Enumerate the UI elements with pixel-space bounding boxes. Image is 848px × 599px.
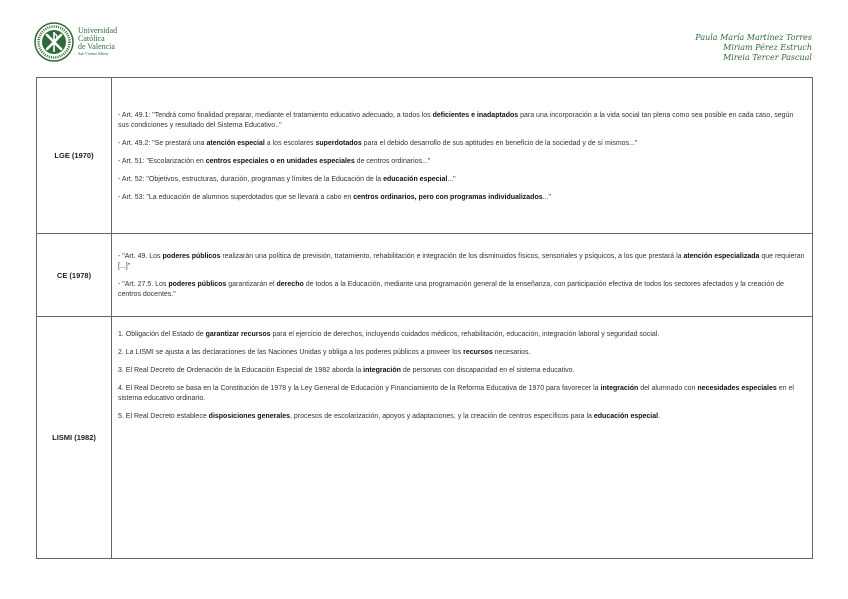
article-item [118, 252, 806, 272]
body-text: ..." [447, 175, 456, 183]
row-content [112, 317, 813, 559]
emphasis-text: educación especial [593, 413, 659, 420]
emphasis-text: necesidades especiales [697, 385, 777, 392]
article-item [118, 175, 806, 185]
body-text: - Art. 53: "La educación de alumnos superdotados que se llevará a cabo en [118, 193, 354, 201]
body-text: garantizarán el [226, 281, 277, 288]
author-list [695, 33, 812, 63]
logo-line-3: de Valencia [78, 42, 115, 51]
author-name: Miriam Pérez Estruch [723, 43, 812, 52]
emphasis-text: garantizar recursos [205, 331, 271, 338]
body-text: - Art. 49.1: "Tendrá como finalidad preparar, mediante el tratamiento educativo adecuado, a todos los [118, 111, 433, 119]
legislation-table [36, 77, 813, 559]
logo-line-2: Católica [78, 34, 105, 43]
university-logo [34, 22, 117, 62]
body-text: de todos a la Educación, mediante una programación general de la enseñanza, con participación efectiva de todos los sectores afectados y la creación de centros docentes." [118, 281, 784, 298]
body-text: . [658, 413, 661, 420]
author-name: Mireia Tercer Pascual [723, 53, 812, 62]
body-text: - Art. 49.2: "Se prestará una [118, 139, 207, 147]
body-text: - "Art. 27.5. Los [118, 281, 169, 288]
row-content [112, 78, 813, 234]
body-text: realizarán una política de previsión, tratamiento, rehabilitación e integración de los disminuidos físicos, sensoriales y psíquicos, a los que prestará la [220, 253, 684, 260]
emphasis-text: superdotados [315, 139, 362, 147]
row-label: LISMI (1982) [37, 317, 112, 559]
article-item [118, 280, 806, 300]
emphasis-text: centros ordinarios, pero con programas individualizados [353, 193, 543, 201]
row-label: CE (1978) [37, 234, 112, 317]
numbered-item [118, 384, 806, 404]
article-item [118, 139, 806, 149]
article-item [118, 193, 806, 203]
body-text: para una incorporación a la vida social tan plena como sea posible en cada caso, según sus condiciones y resultado del Sistema Educativo.." [118, 111, 794, 129]
body-text: de personas con discapacidad en el sistema educativo. [400, 367, 575, 374]
row-content [112, 234, 813, 317]
emphasis-text: poderes públicos [168, 281, 227, 288]
body-text: ..." [542, 193, 551, 201]
author-name: Paula María Martínez Torres [695, 33, 812, 42]
university-name [78, 27, 117, 57]
emphasis-text: derecho [276, 281, 304, 288]
body-text: 1. Obligación del Estado de [118, 331, 206, 338]
body-text: - Art. 51: "Escolarización en [118, 157, 206, 165]
numbered-item [118, 412, 806, 422]
body-text: - "Art. 49. Los [118, 253, 163, 260]
emphasis-text: centros especiales o en unidades especiales [205, 157, 355, 165]
body-text: de centros ordinarios..." [354, 157, 431, 165]
body-text: 2. La LISMI se ajusta a las declaraciones de las Naciones Unidas y obliga a los poderes públicos a proveer los [118, 349, 464, 356]
body-text: para el ejercicio de derechos, incluyendo cuidados médicos, rehabilitación, educación, integración laboral y seguridad social. [270, 331, 660, 338]
emphasis-text: poderes públicos [162, 253, 221, 260]
table-row [37, 234, 813, 317]
table-row [37, 317, 813, 559]
university-seal-icon [34, 22, 74, 62]
emphasis-text: recursos [463, 349, 493, 356]
body-text: 4. El Real Decreto se basa en la Constitución de 1978 y la Ley General de Educación y Financiamiento de la Reforma Educativa de 1970 para favorecer la [118, 385, 601, 392]
emphasis-text: integración [600, 385, 639, 392]
body-text: del alumnado con [638, 385, 698, 392]
emphasis-text: deficientes e inadaptados [432, 111, 519, 119]
article-item [118, 157, 806, 167]
emphasis-text: integración [363, 367, 401, 374]
body-text: 5. El Real Decreto establece [118, 413, 209, 420]
body-text: a los escolares [264, 139, 316, 147]
body-text: en el sistema educativo ordinario. [118, 385, 794, 402]
logo-line-1: Universidad [78, 26, 118, 35]
emphasis-text: atención especial [206, 139, 265, 147]
table-row [37, 78, 813, 234]
row-label: LGE (1970) [37, 78, 112, 234]
page-header [0, 0, 848, 76]
logo-line-4: San Vicente Mártir [78, 51, 109, 56]
body-text: 3. El Real Decreto de Ordenación de la Educación Especial de 1982 aborda la [118, 367, 364, 374]
emphasis-text: educación especial [383, 175, 448, 183]
emphasis-text: atención especializada [683, 253, 760, 260]
body-text: para el debido desarrollo de sus aptitudes en beneficio de la sociedad y de sí mismos..." [361, 139, 638, 147]
body-text: necesarios. [492, 349, 531, 356]
body-text: - Art. 52: "Objetivos, estructuras, duración, programas y límites de la Educación de la [118, 175, 384, 183]
body-text: que requieran [...]" [118, 253, 805, 270]
numbered-item [118, 366, 806, 376]
numbered-item [118, 330, 806, 340]
body-text: , procesos de escolarización, apoyos y adaptaciones, y la creación de centros específicos para la [289, 413, 594, 420]
article-item [118, 111, 806, 131]
numbered-item [118, 348, 806, 358]
emphasis-text: disposiciones generales [208, 413, 290, 420]
